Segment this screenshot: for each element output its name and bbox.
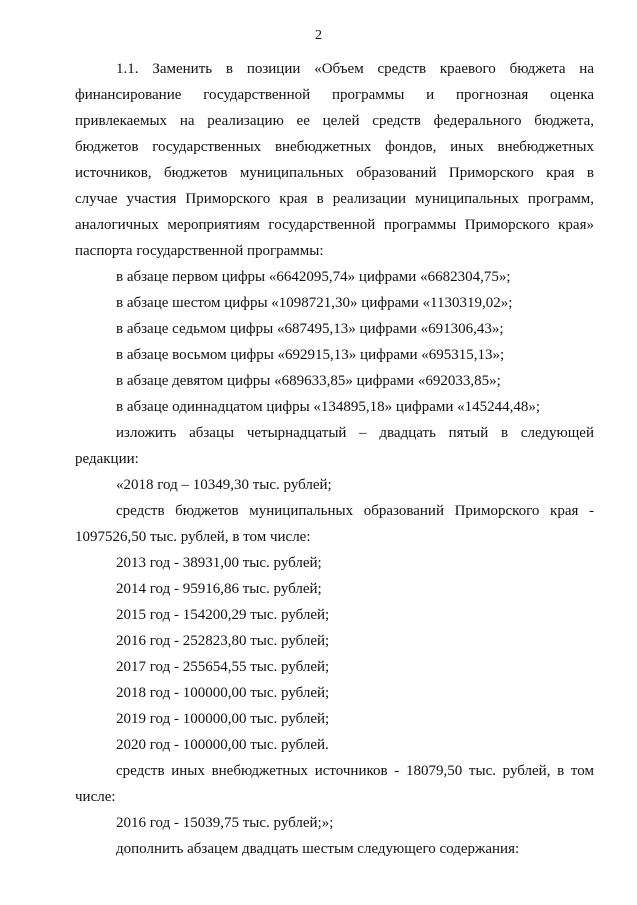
replacement-line-6: в абзаце одиннадцатом цифры «134895,18» цифрами «145244,48»;	[116, 399, 541, 415]
municipal-year-2016: 2016 год - 252823,80 тыс. рублей;	[116, 633, 330, 649]
municipal-line-2: 1097526,50 тыс. рублей, в том числе:	[75, 529, 311, 545]
replacement-line-3: в абзаце седьмом цифры «687495,13» цифрами «691306,43»;	[116, 321, 504, 337]
replacement-line-2: в абзаце шестом цифры «1098721,30» цифрами «1130319,02»;	[116, 295, 513, 311]
paragraph-1-line-7: аналогичных мероприятиям государственной программы Приморского края»	[75, 217, 594, 233]
paragraph-1-line-6: случае участия Приморского края в реализации муниципальных программ,	[75, 191, 594, 207]
closing-line: дополнить абзацем двадцать шестым следующего содержания:	[116, 841, 520, 857]
paragraph-1-line-5: источников, бюджетов муниципальных образований Приморского края в	[75, 165, 594, 181]
paragraph-1-line-2: финансирование государственной программы и прогнозная оценка	[75, 87, 594, 103]
municipal-year-2014: 2014 год - 95916,86 тыс. рублей;	[116, 581, 322, 597]
paragraph-1-line-4: бюджетов государственных внебюджетных фондов, иных внебюджетных	[75, 139, 594, 155]
municipal-year-2018: 2018 год - 100000,00 тыс. рублей;	[116, 685, 330, 701]
municipal-year-2017: 2017 год - 255654,55 тыс. рублей;	[116, 659, 330, 675]
municipal-year-2015: 2015 год - 154200,29 тыс. рублей;	[116, 607, 330, 623]
statement-line-2: редакции:	[75, 451, 139, 467]
paragraph-1-line-8: паспорта государственной программы:	[75, 243, 324, 259]
offbudget-year-2016: 2016 год - 15039,75 тыс. рублей;»;	[116, 815, 334, 831]
year-2018-line: «2018 год – 10349,30 тыс. рублей;	[116, 477, 332, 493]
offbudget-line-1: средств иных внебюджетных источников - 18079,50 тыс. рублей, в том	[116, 763, 594, 779]
municipal-line-1: средств бюджетов муниципальных образований Приморского края -	[116, 503, 594, 519]
paragraph-1-line-1: 1.1. Заменить в позиции «Объем средств краевого бюджета на	[116, 61, 594, 77]
replacement-line-4: в абзаце восьмом цифры «692915,13» цифрами «695315,13»;	[116, 347, 505, 363]
replacement-line-1: в абзаце первом цифры «6642095,74» цифрами «6682304,75»;	[116, 269, 511, 285]
municipal-year-2019: 2019 год - 100000,00 тыс. рублей;	[116, 711, 330, 727]
offbudget-line-2: числе:	[75, 789, 116, 805]
replacement-line-5: в абзаце девятом цифры «689633,85» цифрами «692033,85»;	[116, 373, 501, 389]
statement-line-1: изложить абзацы четырнадцатый – двадцать пятый в следующей	[116, 425, 594, 441]
municipal-year-2020: 2020 год - 100000,00 тыс. рублей.	[116, 737, 329, 753]
paragraph-1-line-3: привлекаемых на реализацию ее целей средств федерального бюджета,	[75, 113, 594, 129]
municipal-year-2013: 2013 год - 38931,00 тыс. рублей;	[116, 555, 322, 571]
page-number: 2	[315, 28, 322, 43]
